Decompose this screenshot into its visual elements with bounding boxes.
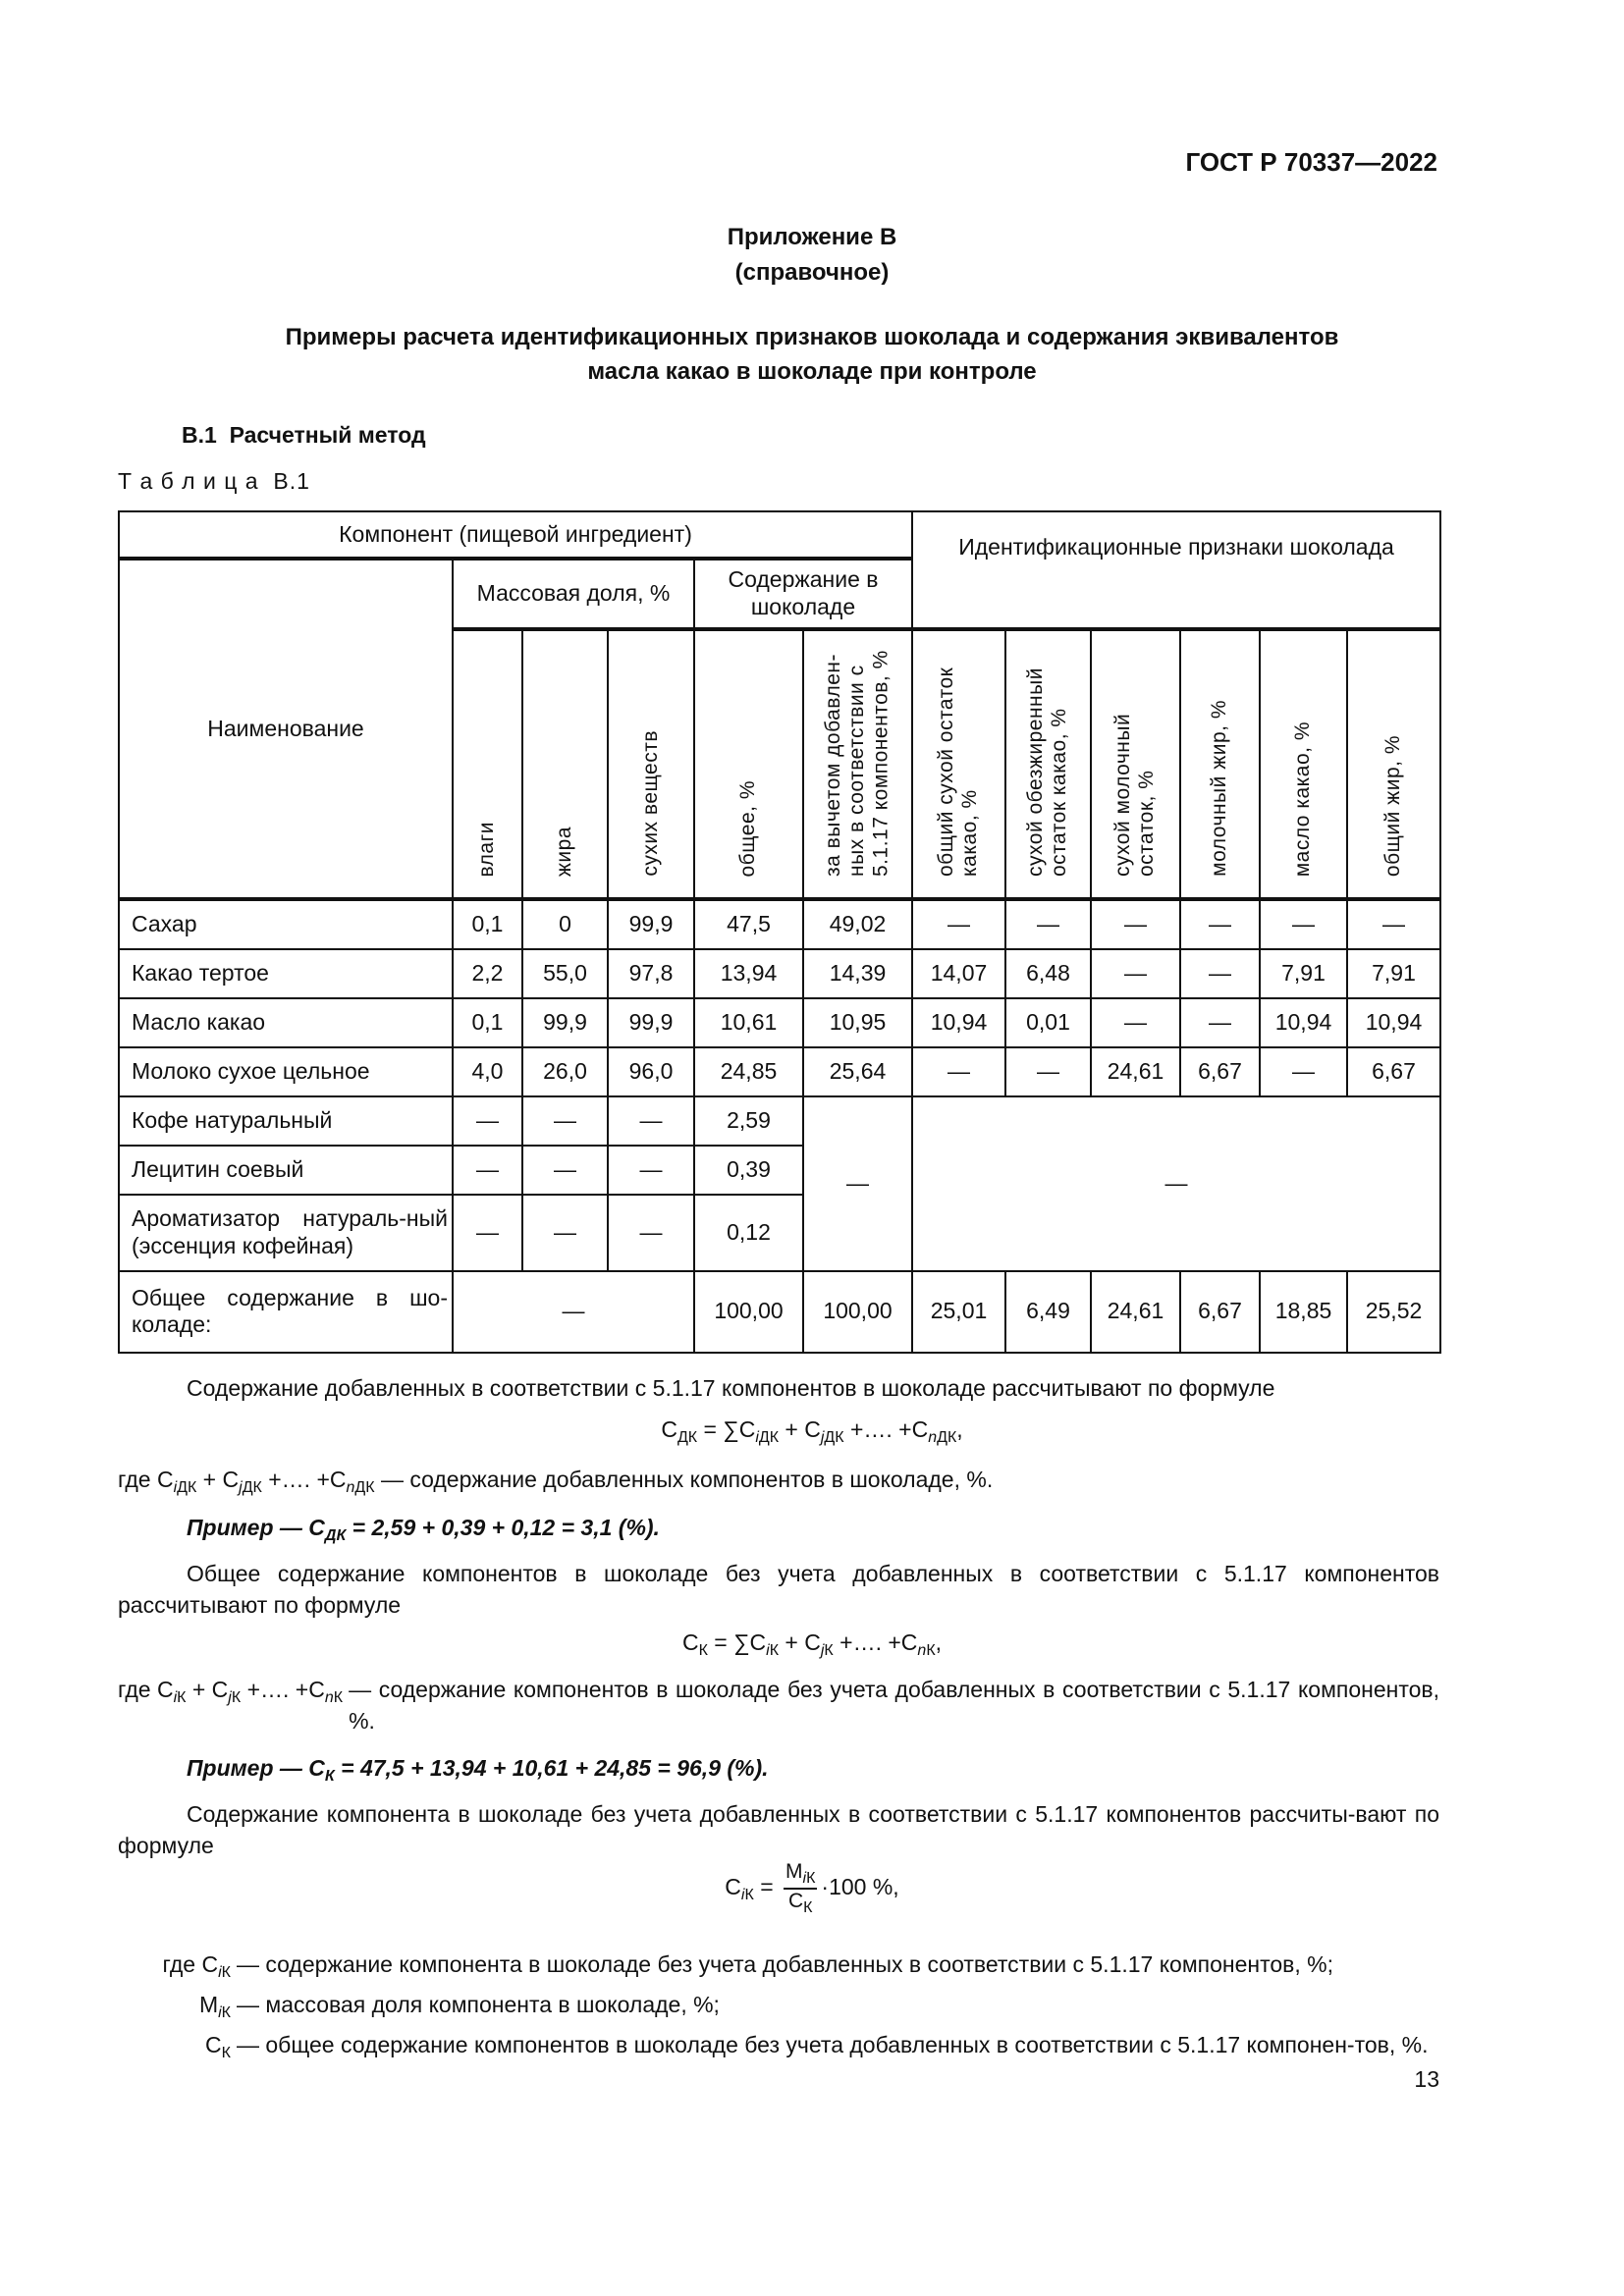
column-header [1260,629,1347,899]
table-cell: 10,61 [694,998,803,1047]
column-header [1180,629,1260,899]
row-name: Кофе натуральный [119,1096,453,1146]
where-text: — содержание компонентов в шоколаде без учета добавленных в соответствии с 5.1.17 компонентов, %. [349,1677,1439,1734]
paragraph-added-components: Содержание добавленных в соответствии с 5.1.17 компонентов в шоколаде рассчитывают по формуле [187,1375,1275,1401]
header-content: Содержание в шоколаде [694,559,912,629]
formula-c-dk-where: где $С_{iДК} + С_{jДК}$ +…. $+С_{nДК}$ — содержание добавленных компонентов в шоколаде, %. [118,1467,994,1496]
table-cell: — [608,1096,694,1146]
column-header-label: общий жир, % [1381,734,1405,877]
where-label: где [162,1951,196,1977]
merged-net-cell: — [803,1096,912,1271]
header-mass-fraction: Массовая доля, % [453,559,694,629]
column-header-label: масло какао, % [1291,721,1315,877]
paragraph-component-content: Содержание компонента в шоколаде без учета добавленных в соответствии с 5.1.17 компонентов рассчиты-вают по формуле [118,1801,1439,1858]
column-header-label: влаги [475,821,499,877]
table-cell: 6,67 [1347,1047,1440,1096]
table-cell: 0,12 [694,1195,803,1271]
table-cell: — [1180,998,1260,1047]
table-cell: — [1260,899,1347,949]
formula-c-k: $С_К = \sum С_{iК} + С_{jК}$ +…. $+С_{nК}$, [681,1629,943,1659]
column-header [1347,629,1440,899]
header-name: Наименование [119,559,453,899]
table-cell: — [608,1146,694,1195]
table-cell: — [912,1047,1005,1096]
row-name: Молоко сухое цельное [119,1047,453,1096]
table-row [119,949,1440,998]
where-label: где [118,1677,151,1702]
section-title: Расчетный метод [229,422,426,448]
definition-m-ik: $М_{iК}$ — массовая доля компонента в шоколаде, %; [118,1989,1439,2029]
row-name: Ароматизатор натураль-ный (эссенция кофейная) [119,1195,453,1271]
appendix-type: (справочное) [734,259,890,286]
table-cell: 7,91 [1347,949,1440,998]
table-cell: 10,94 [912,998,1005,1047]
table-cell: — [1347,899,1440,949]
table-cell: 2,2 [453,949,522,998]
table-cell: — [1005,1047,1091,1096]
column-header [803,629,912,899]
column-header [453,629,522,899]
table-cell: 55,0 [522,949,608,998]
page-title-line2: масла какао в шоколаде при контроле [587,358,1037,385]
page-number: 13 [1414,2066,1439,2092]
definition-text: — содержание компонента в шоколаде без учета добавленных в соответствии с 5.1.17 компонентов, %; [237,1951,1334,1977]
table-cell: 10,94 [1347,998,1440,1047]
table-cell: 26,0 [522,1047,608,1096]
row-name: Сахар [119,899,453,949]
column-header [1091,629,1180,899]
table-cell: 6,67 [1180,1047,1260,1096]
table-cell: 6,67 [1180,1271,1260,1353]
example-label: Пример — [187,1755,302,1781]
header-identification: Идентификационные признаки шоколада [912,511,1440,629]
table-cell: — [453,1195,522,1271]
appendix-title: Приложение В [727,224,897,250]
definition-c-k: $С_К$ — общее содержание компонентов в шоколаде без учета добавленных в соответствии с 5.1.17 компонен-тов, %. [118,2029,1439,2069]
merged-mass-cell: — [453,1271,694,1353]
table-row [119,1271,1440,1353]
table-cell: 6,49 [1005,1271,1091,1353]
table-cell: — [1180,899,1260,949]
section-heading [182,422,426,449]
table-cell: 99,9 [522,998,608,1047]
table-cell: — [1005,899,1091,949]
column-header-label: сухой молочный остаток, % [1111,713,1159,877]
column-header-label: жира [553,826,576,877]
table-cell: 4,0 [453,1047,522,1096]
header-component: Компонент (пищевой ингредиент) [119,511,912,559]
column-header-label: общее, % [736,779,760,877]
table-caption: Т а б л и ц а В.1 [118,468,310,494]
row-name: Лецитин соевый [119,1146,453,1195]
definitions-list [118,1949,1439,2069]
column-header [694,629,803,899]
table-cell: 24,61 [1091,1271,1180,1353]
table-row [119,1096,1440,1146]
table-cell: 99,9 [608,998,694,1047]
document-number: ГОСТ Р 70337—2022 [1185,147,1437,177]
table-cell: — [1091,949,1180,998]
example-1: Пример — $С_{ДК} = 2,59 + 0,39 + 0,12 = 3,1$ (%). [187,1515,660,1544]
table-cell: 97,8 [608,949,694,998]
table-cell: 10,94 [1260,998,1347,1047]
table-cell: — [912,899,1005,949]
table-cell: 96,0 [608,1047,694,1096]
column-header [608,629,694,899]
table-row [119,998,1440,1047]
table-cell: 24,61 [1091,1047,1180,1096]
example-value: = 2,59 + 0,39 + 0,12 = 3,1 (%). [352,1515,660,1540]
table-cell: — [453,1146,522,1195]
column-header [912,629,1005,899]
table-cell: 2,59 [694,1096,803,1146]
row-name: Какао тертое [119,949,453,998]
table-cell: — [1091,899,1180,949]
where-label: где [118,1467,151,1492]
formula-c-ik: $С_{iК}$ = $\frac{М_{iК}}{С_К}$ ·100 %, [725,1860,899,1916]
where-text: — содержание добавленных компонентов в шоколаде, %. [380,1467,994,1492]
table-cell: 100,00 [694,1271,803,1353]
formula-c-dk: $С_{ДК} = \sum С_{iДК} + С_{jДК}$ +…. $+С_{nДК}$, [661,1416,963,1446]
table-cell: 0,01 [1005,998,1091,1047]
table-cell: — [522,1146,608,1195]
table-cell: — [1260,1047,1347,1096]
table-cell: 0,1 [453,899,522,949]
formula-c-k-where: где $С_{iК} + С_{jК}$ +…. $+С_{nК}$ — содержание компонентов в шоколаде без учета добавленных в соответствии с 5.1.17 компонентов, %. [118,1674,1439,1736]
column-header-label: сухой обезжиренный остаток какао, % [1024,667,1071,877]
table-cell: 14,39 [803,949,912,998]
table-cell: — [522,1195,608,1271]
table-cell: 0 [522,899,608,949]
table-cell: 0,39 [694,1146,803,1195]
column-header [1005,629,1091,899]
column-header-label: общий сухой остаток какао, % [935,667,982,877]
table-cell: 100,00 [803,1271,912,1353]
example-2: Пример — $С_К = 47,5 + 13,94 + 10,61 + 24,85 = 96,9$ (%). [187,1755,769,1785]
table-cell: 6,48 [1005,949,1091,998]
table-cell: 24,85 [694,1047,803,1096]
table-cell: — [608,1195,694,1271]
column-header-label: сухих веществ [638,730,662,877]
table-cell: 25,01 [912,1271,1005,1353]
table-cell: 10,95 [803,998,912,1047]
table-cell: — [453,1096,522,1146]
table-cell: — [1180,949,1260,998]
table-cell: — [1091,998,1180,1047]
table-cell: 49,02 [803,899,912,949]
example-label: Пример — [187,1515,302,1540]
row-name: Общее содержание в шо-коладе: [119,1271,453,1353]
table-cell: 13,94 [694,949,803,998]
table-row [119,1047,1440,1096]
definition-text: — массовая доля компонента в шоколаде, %; [237,1992,720,2017]
row-name: Масло какао [119,998,453,1047]
table-cell: 25,52 [1347,1271,1440,1353]
table-cell: — [522,1096,608,1146]
column-header-label: за вычетом добавлен-ных в соответствии с 5.1.17 компонентов, % [822,650,893,877]
data-table [118,510,1441,1354]
column-header [522,629,608,899]
table-row [119,899,1440,949]
example-value: = 47,5 + 13,94 + 10,61 + 24,85 = 96,9 (%). [341,1755,769,1781]
table-cell: 18,85 [1260,1271,1347,1353]
table-cell: 99,9 [608,899,694,949]
definition-text: — общее содержание компонентов в шоколаде без учета добавленных в соответствии с 5.1.17 компонен-тов, %. [237,2032,1429,2057]
table-cell: 0,1 [453,998,522,1047]
table-cell: 25,64 [803,1047,912,1096]
section-number: В.1 [182,422,217,448]
page-title-line1: Примеры расчета идентификационных признаков шоколада и содержания эквивалентов [285,324,1339,350]
table-cell: 47,5 [694,899,803,949]
column-header-label: молочный жир, % [1208,700,1231,877]
merged-identification-cell: — [912,1096,1440,1271]
table-cell: 7,91 [1260,949,1347,998]
table-cell: 14,07 [912,949,1005,998]
paragraph-total-components: Общее содержание компонентов в шоколаде без учета добавленных в соответствии с 5.1.17 компонентов рассчитывают по формуле [118,1561,1439,1618]
definition-c-ik: где $С_{iК}$ — содержание компонента в шоколаде без учета добавленных в соответствии с 5.1.17 компонентов, %; [118,1949,1439,1989]
